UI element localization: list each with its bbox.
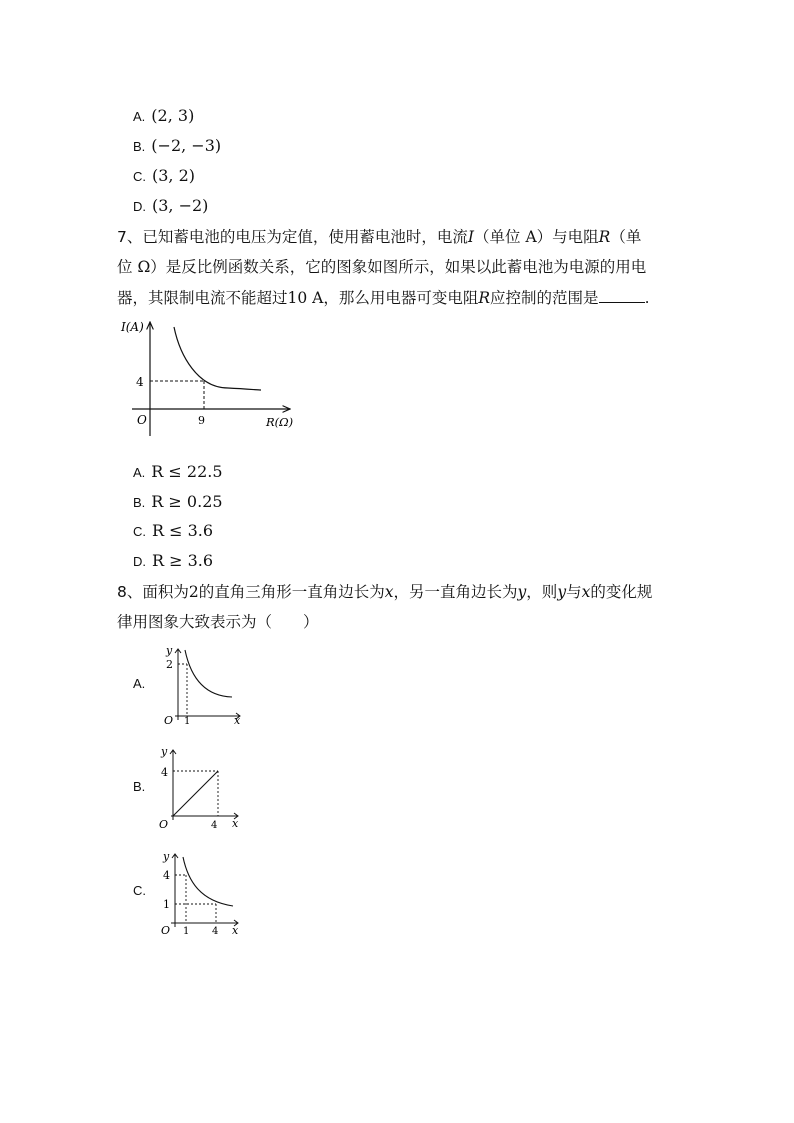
q8-option-b-label: B. — [133, 779, 146, 794]
q7-option-d — [133, 551, 213, 572]
q6-option-c — [133, 166, 195, 187]
x-axis-label: R(Ω) — [266, 415, 294, 429]
x-tick-label: 1 — [184, 716, 191, 726]
q8-text: ，另一直角边长为 — [393, 583, 518, 601]
option-value: R ≥ 3.6 — [152, 551, 214, 570]
y-tick-low-label: 1 — [163, 898, 170, 911]
y-tick-label: 4 — [136, 375, 144, 389]
q6-option-a — [133, 106, 194, 127]
q7-text: （单 — [610, 228, 642, 246]
y-axis-label: I(A) — [121, 320, 144, 334]
q8-text: 律用图象大致表示为（ ） — [117, 613, 319, 631]
option-value: (3, −2) — [152, 196, 209, 215]
x-tick-1-label: 1 — [183, 926, 190, 937]
q7-option-c — [133, 521, 213, 542]
q7-text: 7、已知蓄电池的电压为定值，使用蓄电池时，电流 — [117, 228, 468, 246]
x-axis-label: x — [234, 714, 241, 726]
q7-text: ）与电阻 — [536, 228, 599, 246]
linear-line — [173, 771, 218, 816]
q7-line-1 — [117, 227, 641, 247]
q8-option-c-label: C. — [133, 883, 146, 898]
option-value: (−2, −3) — [151, 136, 222, 155]
option-value: R ≤ 3.6 — [152, 521, 214, 540]
q7-text: 应控制的范围是 — [490, 289, 599, 307]
x-tick-label: 4 — [211, 820, 218, 830]
option-label: B. — [133, 139, 146, 154]
origin-label: O — [137, 413, 147, 427]
q8-text: 的变化规 — [590, 583, 653, 601]
option-label: C. — [133, 524, 146, 539]
y-tick-top-label: 4 — [163, 869, 170, 882]
q8-text: 与 — [566, 583, 582, 601]
q7-text: （单位 — [474, 228, 521, 246]
q8-text: ，则 — [526, 583, 558, 601]
option-label: A. — [133, 465, 146, 480]
unit-ampere: A — [520, 228, 537, 246]
answer-blank[interactable] — [599, 287, 645, 303]
q7-text: ，那么用电器可变电阻 — [323, 289, 479, 307]
x-symbol: x — [581, 583, 591, 601]
option-value: (3, 2) — [152, 166, 196, 185]
option-label: B. — [133, 495, 146, 510]
option-label: C. — [133, 169, 146, 184]
q8-option-c-graph[interactable] — [158, 849, 250, 937]
option-label: D. — [133, 199, 146, 214]
y-axis-label: y — [161, 745, 168, 758]
q8-line-1 — [117, 582, 652, 602]
x-tick-4-label: 4 — [212, 926, 219, 937]
x-symbol: x — [384, 583, 394, 601]
unit-ohm: Ω — [132, 258, 151, 276]
q7-option-b — [133, 492, 223, 513]
inverse-curve — [185, 650, 232, 697]
q8-text: 8、面积为 — [117, 583, 189, 601]
y-tick-label: 2 — [166, 658, 173, 671]
option-label: D. — [133, 554, 146, 569]
q7-text: . — [644, 289, 650, 307]
q7-text: 位 — [117, 258, 133, 276]
q6-option-d — [133, 196, 208, 217]
q7-option-a — [133, 462, 223, 483]
origin-label: O — [161, 924, 171, 937]
q8-option-a-label: A. — [133, 676, 146, 691]
x-axis-label: x — [232, 924, 239, 937]
q6-option-b — [133, 136, 221, 157]
x-axis-label: x — [232, 817, 239, 830]
x-tick-label: 9 — [198, 414, 205, 427]
option-label: A. — [133, 109, 146, 124]
origin-label: O — [159, 818, 169, 830]
y-tick-label: 4 — [161, 766, 168, 779]
y-symbol: y — [557, 583, 567, 601]
current-limit: 10 A — [287, 289, 324, 307]
q7-text: 器，其限制电流不能超过 — [117, 289, 288, 307]
q7-graph — [118, 316, 308, 441]
option-value: R ≤ 22.5 — [151, 462, 223, 481]
current-symbol: I — [467, 228, 474, 246]
q8-option-a-graph[interactable] — [160, 644, 250, 726]
option-value: R ≥ 0.25 — [151, 492, 223, 511]
inverse-curve — [183, 857, 233, 906]
q8-line-2 — [117, 612, 319, 632]
resistance-symbol: R — [478, 289, 491, 307]
y-symbol: y — [517, 583, 527, 601]
q8-option-b-graph[interactable] — [158, 744, 250, 830]
y-axis-label: y — [163, 850, 170, 863]
q7-line-3 — [117, 287, 650, 308]
y-axis-label: y — [166, 644, 173, 657]
resistance-symbol: R — [598, 228, 611, 246]
origin-label: O — [164, 714, 174, 726]
q7-text: ）是反比例函数关系，它的图象如图所示，如果以此蓄电池为电源的用电 — [150, 258, 647, 276]
q8-text: 的直角三角形一直角边长为 — [198, 583, 385, 601]
area-value: 2 — [188, 583, 199, 601]
q7-line-2 — [117, 257, 646, 277]
option-value: (2, 3) — [151, 106, 195, 125]
